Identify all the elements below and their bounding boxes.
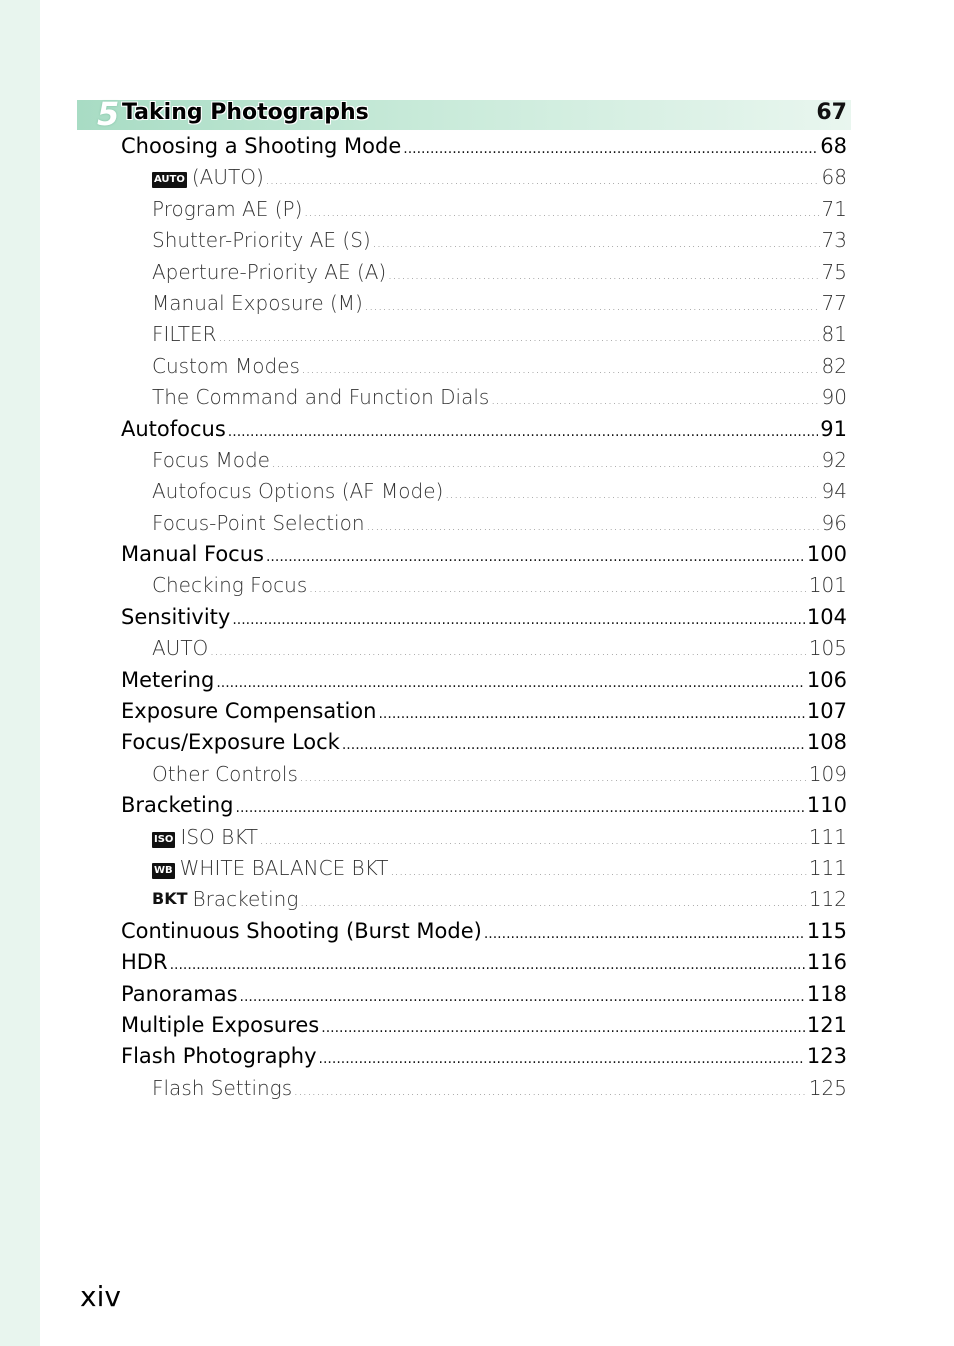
dot-leader (342, 737, 805, 753)
toc-subsection-entry[interactable] (121, 479, 847, 510)
dot-leader (390, 865, 806, 878)
toc-subsection-entry[interactable] (121, 856, 847, 887)
toc-page-number: 101 (808, 573, 847, 598)
toc-entry-text: ISO BKT (180, 824, 259, 849)
toc-subsection-entry[interactable] (121, 887, 847, 918)
dot-leader (219, 331, 820, 344)
toc-section-entry[interactable] (121, 982, 847, 1013)
toc-page-number: 106 (806, 667, 847, 692)
toc-page-number: 112 (808, 887, 847, 912)
dot-leader (365, 300, 820, 313)
dot-leader (232, 612, 805, 628)
toc-entry-label (121, 605, 230, 629)
toc-entry-text: Program AE (P) (152, 196, 303, 221)
chapter-page-number: 67 (816, 100, 847, 125)
toc-entry-label (152, 165, 264, 189)
toc-page-number: 75 (821, 259, 847, 284)
dot-leader (403, 141, 818, 157)
toc-subsection-entry[interactable] (121, 573, 847, 604)
toc-page-number: 73 (821, 228, 847, 253)
toc-entry-label (152, 856, 388, 880)
toc-page-number: 123 (806, 1044, 847, 1069)
toc-entry-text: Flash Settings (152, 1075, 293, 1100)
dot-leader (388, 269, 819, 282)
toc-page-number: 96 (821, 510, 847, 535)
toc-subsection-entry[interactable] (121, 385, 847, 416)
dot-leader (228, 424, 818, 440)
toc-section-entry[interactable] (121, 668, 847, 699)
toc-entry-label (121, 1044, 317, 1068)
toc-entry-label (121, 1013, 319, 1037)
toc-entry-text: Focus-Point Selection (152, 510, 365, 535)
toc-page-number: 110 (806, 793, 847, 818)
toc-page-number: 92 (821, 447, 847, 472)
toc-section-entry[interactable] (121, 134, 847, 165)
toc-entry-text: Checking Focus (152, 573, 308, 598)
toc-page-number: 82 (821, 353, 847, 378)
toc-entry-label (121, 793, 234, 817)
toc-entry-text: Exposure Compensation (121, 699, 377, 724)
toc-page-number: 77 (821, 290, 847, 315)
toc-entry-text: (AUTO) (191, 165, 264, 190)
toc-entry-label (121, 668, 214, 692)
dot-leader (367, 520, 820, 533)
toc-entry-text: Flash Photography (121, 1044, 317, 1069)
toc-page-number: 94 (821, 479, 847, 504)
toc-entry-label (152, 260, 386, 284)
iso-bracket-icon: ISO (152, 832, 175, 848)
auto-mode-icon: AUTO (152, 172, 187, 188)
dot-leader (373, 237, 820, 250)
toc-page-number: 121 (806, 1012, 847, 1037)
toc-subsection-entry[interactable] (121, 322, 847, 353)
toc-entry-text: Focus/Exposure Lock (121, 730, 340, 755)
toc-subsection-entry[interactable] (121, 291, 847, 322)
toc-entry-text: Manual Exposure (M) (152, 290, 363, 315)
dot-leader (378, 706, 804, 722)
toc-entry-label (121, 730, 340, 754)
toc-entry-label (152, 228, 371, 252)
dot-leader (300, 896, 806, 909)
toc-page-number: 111 (808, 855, 847, 880)
toc-entry-label (152, 887, 298, 911)
table-of-contents (121, 134, 847, 1107)
toc-page-number: 81 (821, 322, 847, 347)
dot-leader (300, 771, 807, 784)
toc-page-number: 115 (806, 918, 847, 943)
toc-section-entry[interactable] (121, 699, 847, 730)
dot-leader (309, 582, 807, 595)
toc-subsection-entry[interactable] (121, 197, 847, 228)
toc-page-number: 125 (808, 1075, 847, 1100)
toc-page-number: 68 (821, 165, 847, 190)
white-balance-bracket-icon: WB (152, 863, 175, 879)
toc-entry-text: Manual Focus (121, 542, 264, 567)
toc-section-entry[interactable] (121, 1013, 847, 1044)
toc-entry-label (152, 762, 298, 786)
dot-leader (240, 989, 805, 1005)
toc-entry-label (152, 322, 217, 346)
dot-leader (272, 457, 820, 470)
toc-subsection-entry[interactable] (121, 228, 847, 259)
dot-leader (445, 488, 819, 501)
chapter-title[interactable]: Taking Photographs (122, 100, 369, 125)
toc-subsection-entry[interactable] (121, 762, 847, 793)
toc-page-number: 111 (808, 824, 847, 849)
toc-section-entry[interactable] (121, 793, 847, 824)
toc-entry-label (121, 919, 482, 943)
toc-entry-text: FILTER (152, 322, 217, 347)
toc-page-number: 118 (806, 981, 847, 1006)
toc-section-entry[interactable] (121, 730, 847, 761)
dot-leader (170, 957, 805, 973)
toc-entry-text: Choosing a Shooting Mode (121, 134, 402, 158)
toc-entry-label (152, 448, 270, 472)
toc-page-number: 104 (806, 604, 847, 629)
toc-entry-label (121, 982, 238, 1006)
dot-leader (236, 800, 805, 816)
toc-section-entry[interactable] (121, 417, 847, 448)
toc-page-number: 91 (820, 416, 847, 441)
dot-leader (210, 645, 807, 658)
dot-leader (266, 549, 805, 565)
toc-entry-text: Autofocus (121, 416, 226, 441)
toc-section-entry[interactable] (121, 919, 847, 950)
chapter-number: 5 (97, 95, 120, 133)
dot-leader (304, 206, 819, 219)
toc-entry-label (152, 291, 363, 315)
page-folio: xiv (80, 1280, 121, 1313)
dot-leader (319, 1051, 805, 1067)
toc-entry-text: Autofocus Options (AF Mode) (152, 479, 444, 504)
toc-page-number: 68 (820, 134, 847, 158)
dot-leader (302, 363, 820, 376)
dot-leader (260, 834, 807, 847)
toc-entry-text: Aperture-Priority AE (A) (152, 259, 387, 284)
dot-leader (491, 394, 819, 407)
toc-entry-text: HDR (121, 950, 168, 975)
toc-entry-label (152, 1076, 292, 1100)
toc-subsection-entry[interactable] (121, 354, 847, 385)
toc-subsection-entry[interactable] (121, 511, 847, 542)
toc-page-number: 100 (806, 542, 847, 567)
toc-subsection-entry[interactable] (121, 260, 847, 291)
toc-entry-text: Custom Modes (152, 353, 300, 378)
dot-leader (266, 174, 820, 187)
toc-section-entry[interactable] (121, 1044, 847, 1075)
toc-page-number: 108 (806, 730, 847, 755)
dot-leader (321, 1020, 805, 1036)
toc-entry-label (121, 417, 226, 441)
toc-entry-label (152, 354, 300, 378)
toc-entry-text: Bracketing (192, 887, 299, 912)
toc-subsection-entry[interactable] (121, 1076, 847, 1107)
toc-page-number: 105 (808, 636, 847, 661)
dot-leader (484, 926, 805, 942)
toc-entry-label (152, 636, 208, 660)
toc-entry-text: Metering (121, 667, 215, 692)
dot-leader (294, 1085, 807, 1098)
toc-entry-text: Other Controls (152, 761, 298, 786)
toc-subsection-entry[interactable] (121, 636, 847, 667)
dot-leader (216, 675, 805, 691)
toc-entry-text: Bracketing (121, 793, 234, 818)
toc-entry-label (152, 511, 365, 535)
toc-entry-label (152, 573, 307, 597)
toc-entry-text: AUTO (152, 636, 209, 661)
toc-subsection-entry[interactable] (121, 448, 847, 479)
toc-page-number: 116 (806, 950, 847, 975)
toc-entry-text: Shutter-Priority AE (S) (152, 228, 371, 253)
toc-page-number: 90 (821, 385, 847, 410)
toc-entry-text: WHITE BALANCE BKT (179, 855, 389, 880)
toc-page-number: 71 (821, 196, 847, 221)
toc-subsection-entry[interactable] (121, 165, 847, 196)
toc-entry-label (121, 542, 264, 566)
toc-entry-text: Panoramas (121, 981, 238, 1006)
toc-subsection-entry[interactable] (121, 825, 847, 856)
toc-entry-label (121, 950, 168, 974)
toc-entry-label (121, 134, 401, 158)
toc-entry-text: Multiple Exposures (121, 1012, 320, 1037)
toc-entry-label (152, 197, 302, 221)
toc-entry-text: Continuous Shooting (Burst Mode) (121, 918, 482, 943)
toc-entry-label (152, 825, 258, 849)
toc-entry-text: The Command and Function Dials (152, 385, 490, 410)
toc-section-entry[interactable] (121, 950, 847, 981)
toc-entry-text: Sensitivity (121, 604, 231, 629)
side-strip (0, 0, 40, 1346)
toc-entry-label (152, 385, 489, 409)
toc-entry-text: Focus Mode (152, 447, 270, 472)
toc-section-entry[interactable] (121, 605, 847, 636)
toc-page-number: 107 (806, 699, 847, 724)
bracketing-icon: BKT (152, 889, 188, 909)
toc-page-number: 109 (808, 761, 847, 786)
toc-entry-label (152, 479, 443, 503)
toc-section-entry[interactable] (121, 542, 847, 573)
toc-entry-label (121, 699, 376, 723)
